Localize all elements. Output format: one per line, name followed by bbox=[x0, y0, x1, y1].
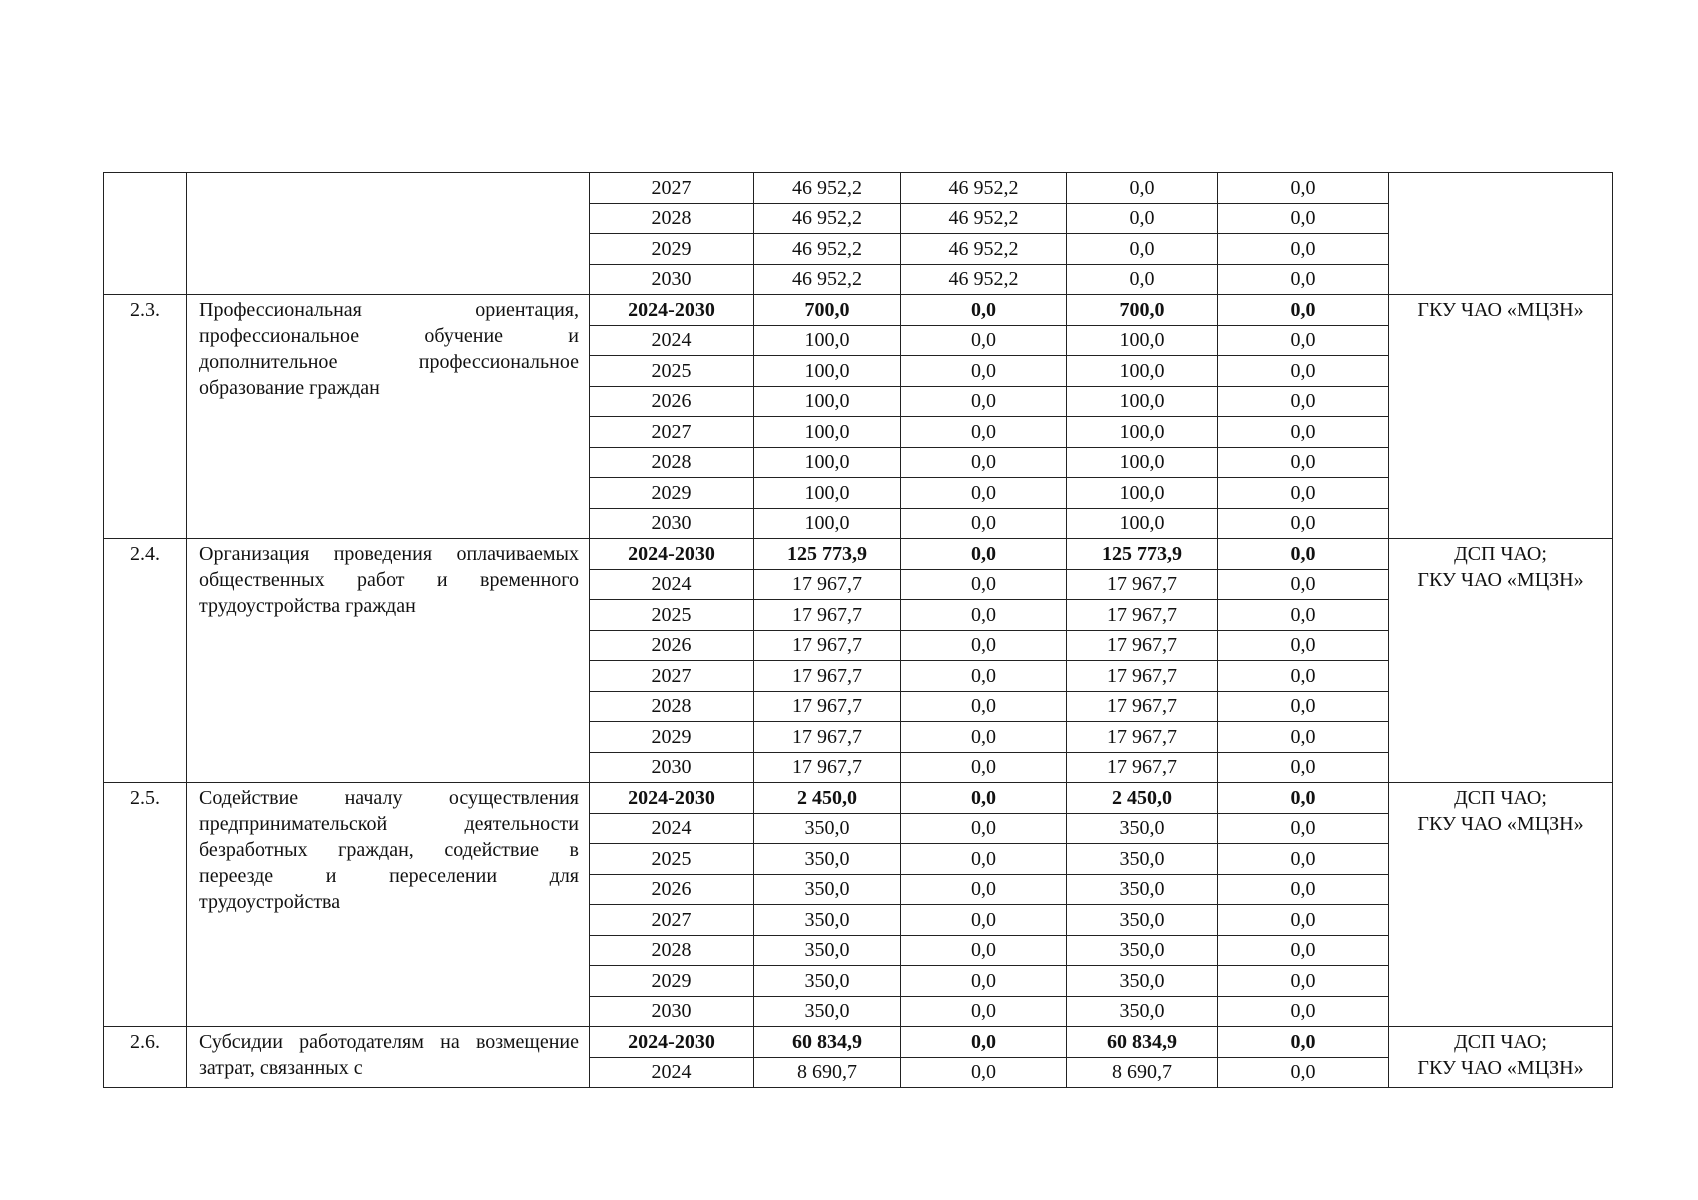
amount-cell: 0,0 bbox=[1218, 447, 1389, 478]
amount-cell: 0,0 bbox=[901, 874, 1067, 905]
amount-cell: 0,0 bbox=[901, 935, 1067, 966]
amount-cell: 0,0 bbox=[901, 691, 1067, 722]
amount-cell: 17 967,7 bbox=[1067, 661, 1218, 692]
amount-cell: 46 952,2 bbox=[901, 203, 1067, 234]
amount-cell: 0,0 bbox=[1218, 905, 1389, 936]
period-cell: 2024-2030 bbox=[590, 1027, 754, 1058]
amount-cell: 0,0 bbox=[901, 600, 1067, 631]
period-cell: 2027 bbox=[590, 661, 754, 692]
amount-cell: 0,0 bbox=[1218, 935, 1389, 966]
amount-cell: 125 773,9 bbox=[1067, 539, 1218, 570]
amount-cell: 17 967,7 bbox=[754, 722, 901, 753]
amount-cell: 0,0 bbox=[901, 539, 1067, 570]
amount-cell: 0,0 bbox=[901, 1057, 1067, 1088]
amount-cell: 0,0 bbox=[1067, 234, 1218, 265]
period-cell: 2028 bbox=[590, 447, 754, 478]
budget-table bbox=[103, 172, 1613, 1088]
amount-cell: 0,0 bbox=[1218, 417, 1389, 448]
amount-cell: 0,0 bbox=[1067, 264, 1218, 295]
amount-cell: 0,0 bbox=[901, 478, 1067, 509]
period-cell: 2024 bbox=[590, 1057, 754, 1088]
amount-cell: 100,0 bbox=[1067, 417, 1218, 448]
section-total-row bbox=[104, 1027, 1613, 1058]
section-total-row bbox=[104, 783, 1613, 814]
period-cell: 2024 bbox=[590, 569, 754, 600]
amount-cell: 100,0 bbox=[754, 508, 901, 539]
amount-cell: 350,0 bbox=[754, 813, 901, 844]
responsible-cell bbox=[1389, 173, 1613, 295]
amount-cell: 0,0 bbox=[1218, 508, 1389, 539]
amount-cell: 0,0 bbox=[1067, 173, 1218, 204]
amount-cell: 17 967,7 bbox=[754, 661, 901, 692]
item-name: Организация проведения оплачиваемых общественных работ и временного трудоустройства граждан bbox=[199, 543, 579, 617]
amount-cell: 0,0 bbox=[901, 447, 1067, 478]
amount-cell: 100,0 bbox=[1067, 386, 1218, 417]
amount-cell: 100,0 bbox=[1067, 478, 1218, 509]
amount-cell: 0,0 bbox=[901, 966, 1067, 997]
amount-cell: 0,0 bbox=[1067, 203, 1218, 234]
item-number: 2.6. bbox=[104, 1027, 187, 1088]
amount-cell: 0,0 bbox=[1218, 661, 1389, 692]
amount-cell: 0,0 bbox=[1218, 966, 1389, 997]
amount-cell: 0,0 bbox=[1218, 478, 1389, 509]
amount-cell: 0,0 bbox=[1218, 356, 1389, 387]
amount-cell: 17 967,7 bbox=[754, 569, 901, 600]
amount-cell: 100,0 bbox=[1067, 325, 1218, 356]
amount-cell: 8 690,7 bbox=[754, 1057, 901, 1088]
amount-cell: 350,0 bbox=[754, 844, 901, 875]
amount-cell: 700,0 bbox=[754, 295, 901, 326]
amount-cell: 0,0 bbox=[901, 386, 1067, 417]
amount-cell: 0,0 bbox=[901, 325, 1067, 356]
item-name: Содействие началу осуществления предпринимательской деятельности безработных граждан, содействие в переезде и переселении для трудоустройства bbox=[199, 787, 579, 913]
responsible-executor: ДСП ЧАО; ГКУ ЧАО «МЦЗН» bbox=[1389, 783, 1613, 1027]
amount-cell: 0,0 bbox=[1218, 569, 1389, 600]
period-cell: 2025 bbox=[590, 356, 754, 387]
period-cell: 2026 bbox=[590, 874, 754, 905]
amount-cell: 0,0 bbox=[1218, 295, 1389, 326]
amount-cell: 46 952,2 bbox=[754, 173, 901, 204]
period-cell: 2024-2030 bbox=[590, 295, 754, 326]
amount-cell: 350,0 bbox=[1067, 996, 1218, 1027]
amount-cell: 46 952,2 bbox=[754, 264, 901, 295]
item-name-cell bbox=[187, 539, 590, 783]
item-name-cell bbox=[187, 295, 590, 539]
amount-cell: 0,0 bbox=[901, 813, 1067, 844]
amount-cell: 0,0 bbox=[901, 417, 1067, 448]
amount-cell: 350,0 bbox=[1067, 935, 1218, 966]
amount-cell: 17 967,7 bbox=[1067, 630, 1218, 661]
amount-cell: 46 952,2 bbox=[754, 203, 901, 234]
amount-cell: 60 834,9 bbox=[1067, 1027, 1218, 1058]
period-cell: 2030 bbox=[590, 264, 754, 295]
amount-cell: 0,0 bbox=[901, 661, 1067, 692]
amount-cell: 2 450,0 bbox=[1067, 783, 1218, 814]
amount-cell: 0,0 bbox=[1218, 264, 1389, 295]
amount-cell: 0,0 bbox=[901, 295, 1067, 326]
amount-cell: 350,0 bbox=[1067, 966, 1218, 997]
amount-cell: 0,0 bbox=[1218, 996, 1389, 1027]
period-cell: 2027 bbox=[590, 173, 754, 204]
amount-cell: 0,0 bbox=[1218, 600, 1389, 631]
item-name: Субсидии работодателям на возмещение затрат, связанных с bbox=[199, 1031, 579, 1079]
amount-cell: 0,0 bbox=[901, 905, 1067, 936]
responsible-executor: ГКУ ЧАО «МЦЗН» bbox=[1389, 295, 1613, 539]
amount-cell: 17 967,7 bbox=[1067, 569, 1218, 600]
amount-cell: 350,0 bbox=[754, 966, 901, 997]
amount-cell: 350,0 bbox=[1067, 905, 1218, 936]
amount-cell: 0,0 bbox=[1218, 173, 1389, 204]
period-cell: 2025 bbox=[590, 844, 754, 875]
amount-cell: 46 952,2 bbox=[754, 234, 901, 265]
period-cell: 2024 bbox=[590, 325, 754, 356]
amount-cell: 0,0 bbox=[1218, 844, 1389, 875]
amount-cell: 17 967,7 bbox=[1067, 752, 1218, 783]
amount-cell: 0,0 bbox=[1218, 630, 1389, 661]
period-cell: 2028 bbox=[590, 691, 754, 722]
item-number: 2.3. bbox=[104, 295, 187, 539]
period-cell: 2028 bbox=[590, 935, 754, 966]
amount-cell: 46 952,2 bbox=[901, 264, 1067, 295]
amount-cell: 0,0 bbox=[1218, 813, 1389, 844]
amount-cell: 0,0 bbox=[901, 752, 1067, 783]
amount-cell: 17 967,7 bbox=[754, 752, 901, 783]
amount-cell: 100,0 bbox=[754, 356, 901, 387]
amount-cell: 0,0 bbox=[1218, 234, 1389, 265]
period-cell: 2026 bbox=[590, 630, 754, 661]
amount-cell: 60 834,9 bbox=[754, 1027, 901, 1058]
responsible-executor: ДСП ЧАО; ГКУ ЧАО «МЦЗН» bbox=[1389, 539, 1613, 783]
amount-cell: 350,0 bbox=[754, 905, 901, 936]
amount-cell: 0,0 bbox=[1218, 691, 1389, 722]
amount-cell: 17 967,7 bbox=[1067, 722, 1218, 753]
period-cell: 2025 bbox=[590, 600, 754, 631]
item-number: 2.4. bbox=[104, 539, 187, 783]
section-total-row bbox=[104, 539, 1613, 570]
amount-cell: 17 967,7 bbox=[754, 691, 901, 722]
amount-cell: 0,0 bbox=[1218, 783, 1389, 814]
amount-cell: 46 952,2 bbox=[901, 173, 1067, 204]
amount-cell: 0,0 bbox=[1218, 386, 1389, 417]
period-cell: 2029 bbox=[590, 966, 754, 997]
amount-cell: 100,0 bbox=[754, 386, 901, 417]
period-cell: 2027 bbox=[590, 905, 754, 936]
amount-cell: 100,0 bbox=[1067, 447, 1218, 478]
item-name-cell bbox=[187, 173, 590, 295]
amount-cell: 100,0 bbox=[754, 478, 901, 509]
amount-cell: 0,0 bbox=[1218, 722, 1389, 753]
amount-cell: 100,0 bbox=[1067, 356, 1218, 387]
period-cell: 2030 bbox=[590, 996, 754, 1027]
amount-cell: 17 967,7 bbox=[754, 630, 901, 661]
item-number-cell bbox=[104, 173, 187, 295]
amount-cell: 17 967,7 bbox=[1067, 691, 1218, 722]
period-cell: 2030 bbox=[590, 508, 754, 539]
responsible-executor: ДСП ЧАО; ГКУ ЧАО «МЦЗН» bbox=[1389, 1027, 1613, 1088]
amount-cell: 0,0 bbox=[901, 722, 1067, 753]
item-name-cell bbox=[187, 783, 590, 1027]
amount-cell: 700,0 bbox=[1067, 295, 1218, 326]
amount-cell: 0,0 bbox=[901, 356, 1067, 387]
amount-cell: 0,0 bbox=[1218, 1027, 1389, 1058]
period-cell: 2029 bbox=[590, 722, 754, 753]
amount-cell: 350,0 bbox=[754, 935, 901, 966]
table-row bbox=[104, 173, 1613, 204]
amount-cell: 100,0 bbox=[754, 417, 901, 448]
amount-cell: 350,0 bbox=[1067, 844, 1218, 875]
period-cell: 2030 bbox=[590, 752, 754, 783]
period-cell: 2024-2030 bbox=[590, 783, 754, 814]
amount-cell: 0,0 bbox=[901, 630, 1067, 661]
period-cell: 2028 bbox=[590, 203, 754, 234]
amount-cell: 8 690,7 bbox=[1067, 1057, 1218, 1088]
amount-cell: 0,0 bbox=[901, 844, 1067, 875]
amount-cell: 0,0 bbox=[901, 508, 1067, 539]
amount-cell: 100,0 bbox=[754, 447, 901, 478]
amount-cell: 100,0 bbox=[1067, 508, 1218, 539]
item-number: 2.5. bbox=[104, 783, 187, 1027]
period-cell: 2024 bbox=[590, 813, 754, 844]
section-total-row bbox=[104, 295, 1613, 326]
amount-cell: 0,0 bbox=[1218, 325, 1389, 356]
amount-cell: 0,0 bbox=[1218, 752, 1389, 783]
amount-cell: 0,0 bbox=[901, 783, 1067, 814]
amount-cell: 100,0 bbox=[754, 325, 901, 356]
period-cell: 2029 bbox=[590, 234, 754, 265]
amount-cell: 17 967,7 bbox=[1067, 600, 1218, 631]
amount-cell: 0,0 bbox=[1218, 874, 1389, 905]
amount-cell: 0,0 bbox=[901, 996, 1067, 1027]
item-name-cell bbox=[187, 1027, 590, 1088]
period-cell: 2029 bbox=[590, 478, 754, 509]
amount-cell: 125 773,9 bbox=[754, 539, 901, 570]
amount-cell: 17 967,7 bbox=[754, 600, 901, 631]
amount-cell: 0,0 bbox=[1218, 539, 1389, 570]
amount-cell: 0,0 bbox=[901, 1027, 1067, 1058]
amount-cell: 350,0 bbox=[754, 874, 901, 905]
amount-cell: 46 952,2 bbox=[901, 234, 1067, 265]
period-cell: 2024-2030 bbox=[590, 539, 754, 570]
period-cell: 2027 bbox=[590, 417, 754, 448]
item-name: Профессиональная ориентация, профессиональное обучение и дополнительное профессиональное образование граждан bbox=[199, 299, 579, 399]
amount-cell: 350,0 bbox=[754, 996, 901, 1027]
amount-cell: 350,0 bbox=[1067, 874, 1218, 905]
amount-cell: 2 450,0 bbox=[754, 783, 901, 814]
amount-cell: 0,0 bbox=[901, 569, 1067, 600]
period-cell: 2026 bbox=[590, 386, 754, 417]
amount-cell: 350,0 bbox=[1067, 813, 1218, 844]
amount-cell: 0,0 bbox=[1218, 203, 1389, 234]
amount-cell: 0,0 bbox=[1218, 1057, 1389, 1088]
